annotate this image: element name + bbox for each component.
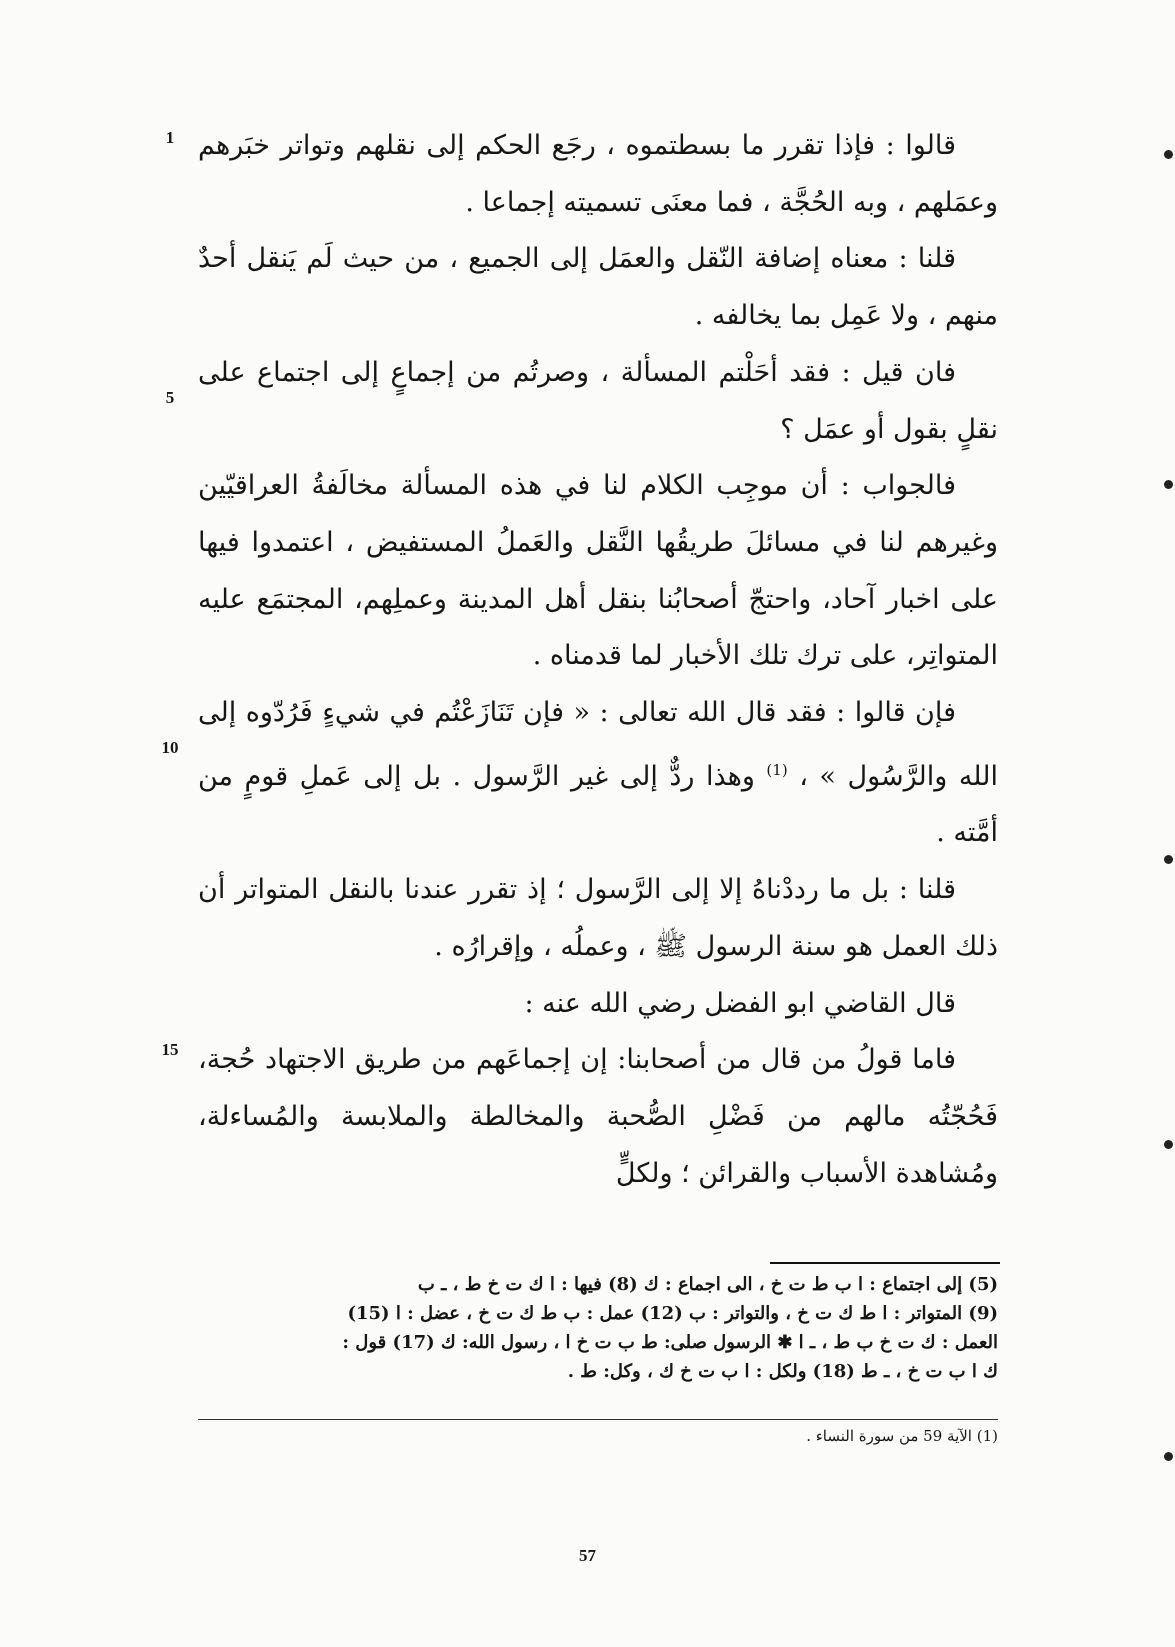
main-text — [198, 118, 998, 1202]
paragraph-1: قالوا : فإذا تقرر ما بسطتموه ، رجَع الحكم إلى نقلهم وتواتر خبَرهم وعمَلهم ، وبه الحُجَّة ، فما معنَى تسميته إجماعا . — [198, 130, 998, 218]
scan-mark — [1164, 855, 1173, 864]
line-number: 5 — [165, 388, 175, 407]
page-number: 57 — [579, 1546, 596, 1565]
line-number: 15 — [161, 1040, 179, 1059]
paragraph-3: فان قيل : فقد أحَلْتم المسألة ، وصرتُم من إجماعٍ إلى اجتماع على نقلٍ بقول أو عمَل ؟ — [198, 356, 998, 445]
line-number: 10 — [161, 738, 179, 757]
paragraph-5-rest: وهذا ردٌّ إلى غير الرَّسول . بل إلى عَملِ قومٍ من أمَّته . — [198, 760, 998, 849]
scan-mark — [1164, 1140, 1173, 1149]
paragraph-2: قلنا : معناه إضافة النّقل والعمَل إلى الجميع ، من حيث لَم يَنقل أحدٌ منهم ، ولا عَمِل بما يخالفه . — [198, 243, 998, 332]
scan-mark — [1164, 150, 1173, 159]
paragraph-6: قلنا : بل ما رددْناهُ إلا إلى الرَّسول ؛ إذ تقرر عندنا بالنقل المتواتر أن ذلك العمل هو سنة الرسول ﷺ ، وعملُه ، وإقرارُه . — [198, 874, 998, 962]
apparatus-separator — [770, 1262, 1000, 1264]
paragraph-7: قال القاضي ابو الفضل رضي الله عنه : — [524, 987, 956, 1019]
footnote-separator — [198, 1419, 998, 1420]
critical-apparatus — [198, 1270, 998, 1386]
paragraph-8: فاما قولُ من قال من أصحابنا: إن إجماعَهم من طريق الاجتهاد حُجة، فَحُجّتُه مالهم من فَضْلِ الصُّحبة والمخالطة والملابسة والمُساءلة، ومُشاهدة الأسباب والقرائن ؛ ولكلٍّ — [198, 1044, 998, 1189]
apparatus-line: (5) إلى اجتماع : ا ب ط ت خ ، الى اجماع : ك (8) فيها : ا ك ت خ ط ، ـ ب — [417, 1274, 998, 1295]
paragraph-4: فالجواب : أن موجِب الكلام لنا في هذه المسألة مخالَفةُ العراقيّين وغيرهم لنا في مسائلَ طريقُها النَّقل والعَملُ المستفيض ، اعتمدوا فيها على اخبار آحاد، واحتجّ أصحابُنا بنقل أهل المدينة وعملِهم، المجتمَع عليه المتواتِر، على ترك تلك الأخبار لما قدمناه . — [198, 470, 998, 672]
quran-quote: فإن قالوا : فقد قال الله تعالى : « فإن تَنَازَعْتُم في شيءٍ فَرُدّوه إلى الله والرَّسُول » ، — [198, 697, 998, 792]
apparatus-line: العمل : ك ت خ ب ط ، ـ ا ✱ الرسول صلى: ط ب ت خ ا ، رسول الله: ك (17) قول : — [342, 1332, 998, 1353]
paragraph-5 — [198, 685, 998, 862]
scan-mark — [1164, 1452, 1173, 1461]
footnote: (1) الآية 59 من سورة النساء . — [806, 1427, 998, 1445]
scan-mark — [1164, 480, 1173, 489]
footnote-ref: (1) — [766, 760, 788, 779]
apparatus-line: ك ا ب ت خ ، ـ ط (18) ولكل : ا ب ت خ ك ، وكل: ط . — [567, 1361, 998, 1382]
apparatus-line: (9) المتواتر : ا ط ك ت خ ، والتواتر : ب (12) عمل : ب ط ك ت خ ، عضل : ا (15) — [347, 1303, 998, 1324]
line-number: 1 — [165, 128, 175, 147]
